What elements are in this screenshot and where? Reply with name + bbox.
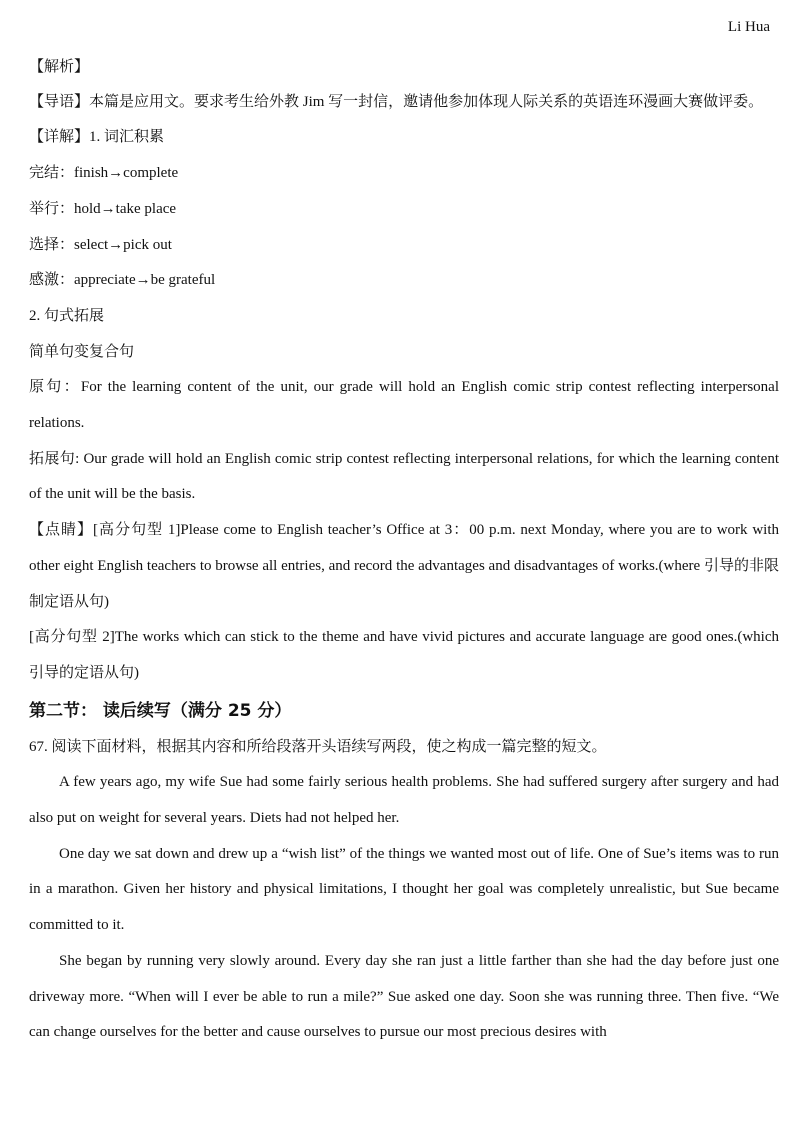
vocab-item: 完结：finish→complete xyxy=(29,165,179,182)
vocab-item: 感激：appreciate→be grateful xyxy=(29,272,216,289)
analysis-heading: 【解析】 xyxy=(29,57,90,75)
letter-signature: Li Hua xyxy=(727,19,770,35)
vocab-item: 选择：select→pick out xyxy=(29,236,172,253)
vocab-item: 举行：hold→take place xyxy=(29,200,177,217)
original-sentence: 原句：For the learning content of the unit, our grade will hold an English comic strip contest reflecting interpersonal relations. xyxy=(29,379,779,432)
section-title: 第二节： 读后续写（满分 25 分） xyxy=(29,700,292,721)
highlight-pattern-1: 【点睛】[高分句型 1]Please come to English teacher’s Office at 3：00 p.m. next Monday, where you are to work with other eight English teachers to browse all entries, and record the advantages and disadvantages of works.(where 引导的非限制定语从句) xyxy=(29,522,779,610)
story-paragraph: She began by running very slowly around. Every day she ran just a little farther than she had the day before just one driveway more. “When will I ever be able to run a mile?” Sue asked one day. Soon she was running three. Then five. “We can change ourselves for the better and cause ourselves to pursue our most precious desires with xyxy=(29,952,779,1041)
expanded-sentence: 拓展句: Our grade will hold an English comic strip contest reflecting interpersonal relations, for which the learning content of the unit will be the basis. xyxy=(29,450,779,503)
guide-paragraph: 【导语】本篇是应用文。要求考生给外教 Jim 写一封信，邀请他参加体现人际关系的英语连环漫画大赛做评委。 xyxy=(29,93,764,110)
detail-heading: 【详解】1. 词汇积累 xyxy=(29,129,165,146)
story-paragraph: A few years ago, my wife Sue had some fairly serious health problems. She had suffered surgery after surgery and had also put on weight for several years. Diets had not helped her. xyxy=(29,774,779,827)
pattern-subheading: 简单句变复合句 xyxy=(29,343,135,360)
document-body xyxy=(29,49,779,1051)
highlight-pattern-2: [高分句型 2]The works which can stick to the theme and have vivid pictures and accurate language are good ones.(which 引导的定语从句) xyxy=(29,629,779,681)
story-paragraph: One day we sat down and drew up a “wish list” of the things we wanted most out of life. One of Sue’s items was to run in a marathon. Given her history and physical limitations, I thought her goal was completely unrealistic, but Sue became committed to it. xyxy=(29,845,779,934)
pattern-heading: 2. 句式拓展 xyxy=(29,307,105,324)
question-prompt: 67. 阅读下面材料，根据其内容和所给段落开头语续写两段，使之构成一篇完整的短文。 xyxy=(29,738,607,755)
